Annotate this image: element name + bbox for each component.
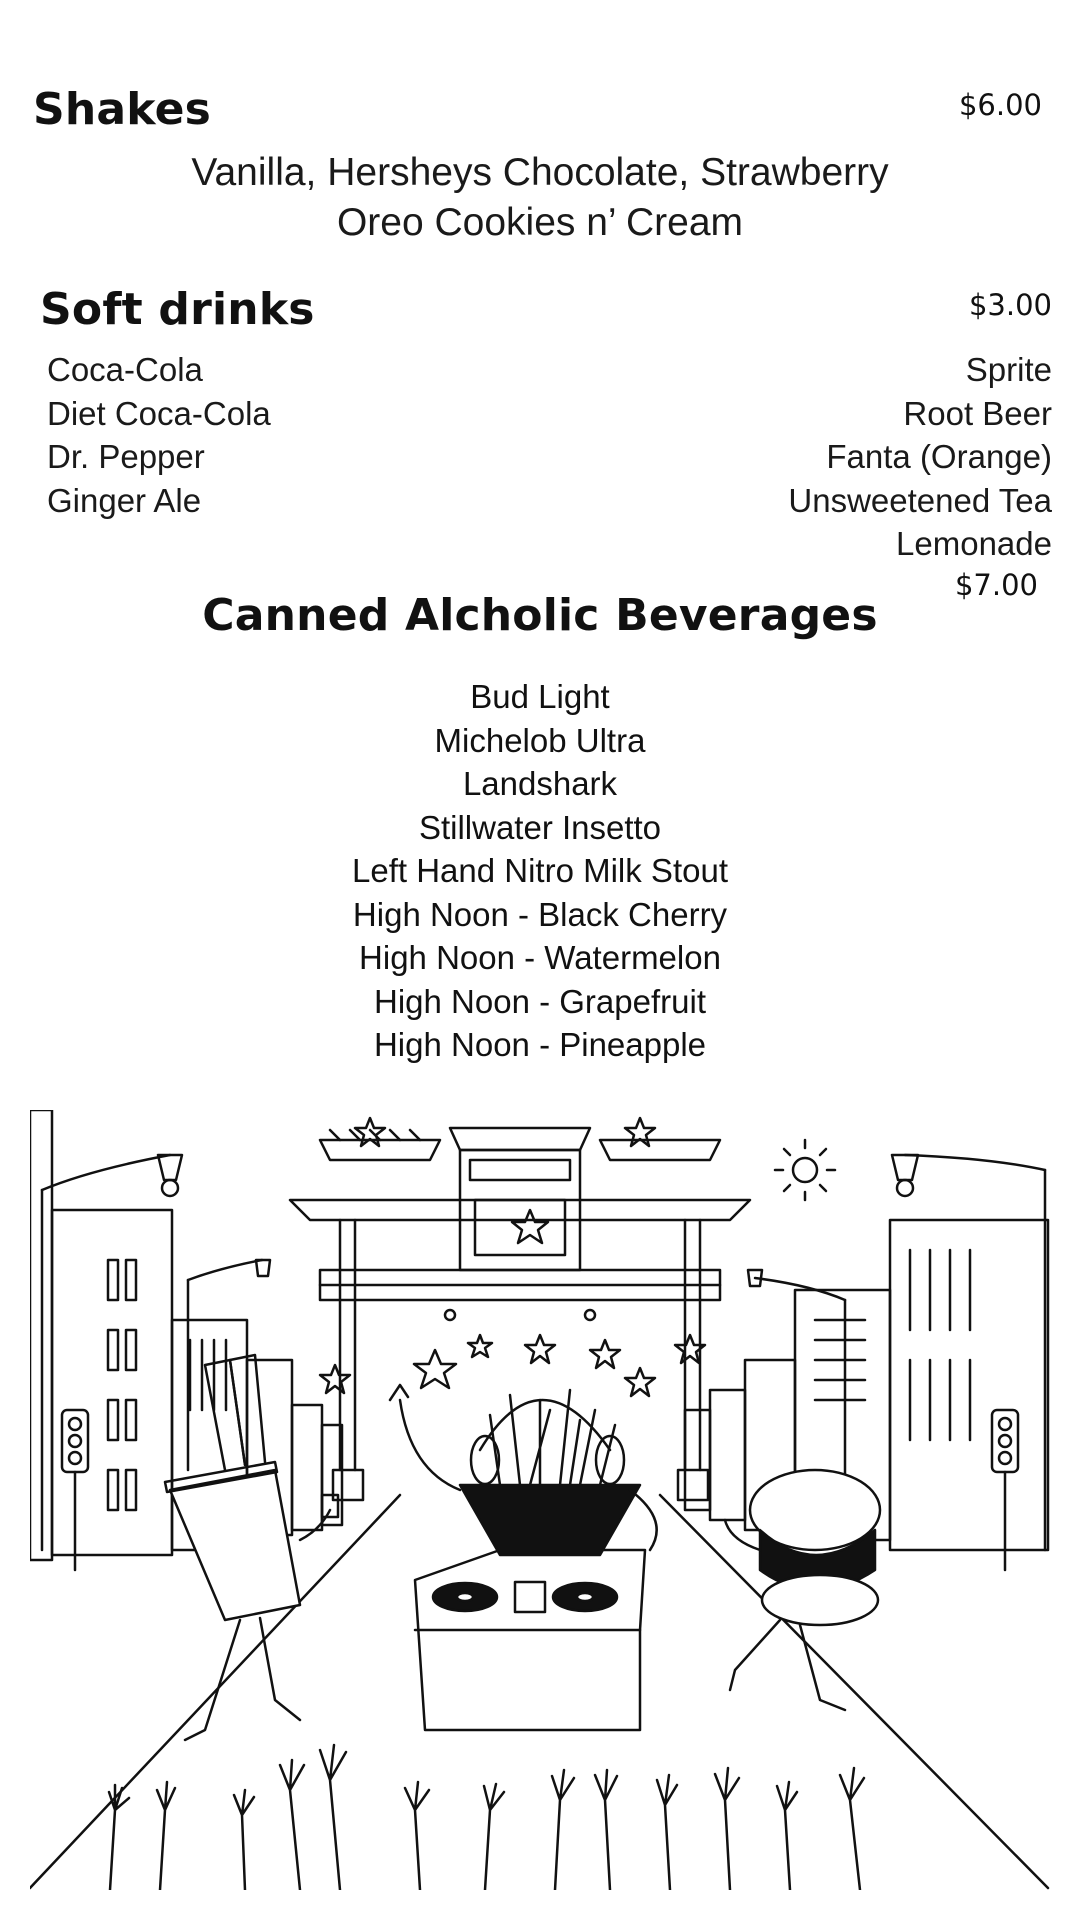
shakes-flavors [0,148,1080,248]
soft-drink-item: Ginger Ale [47,481,202,519]
fries-dj-character [390,1385,657,1555]
soft-drink-item: Unsweetened Tea [788,481,1052,519]
burger-character [725,1470,880,1710]
street-party-illustration [30,1110,1050,1890]
shakes-flavors-line: Oreo Cookies n’ Cream [336,201,744,244]
canned-beverages-list [0,675,1080,1067]
cup-character [165,1355,338,1740]
canned-beverages-heading: Canned Alcholic Beverages [202,590,878,641]
shakes-price: $6.00 [958,88,1042,122]
canned-beverage-item: High Noon - Grapefruit [374,982,706,1020]
soft-drinks-right-list [788,348,1052,566]
canned-beverage-item: Landshark [462,765,618,802]
canned-beverage-item: Left Hand Nitro Milk Stout [352,852,728,889]
soft-drinks-price: $3.00 [968,288,1052,322]
canned-beverage-item: Stillwater Insetto [418,808,662,846]
canned-beverage-item: High Noon - Black Cherry [352,895,728,933]
soft-drink-item: Root Beer [903,394,1052,432]
crowd-hands-icon [109,1745,864,1890]
soft-drink-item: Dr. Pepper [47,438,205,475]
soft-drinks-heading: Soft drinks [40,284,315,335]
shakes-heading: Shakes [33,84,212,135]
chinatown-gate [290,1128,750,1500]
canned-beverage-item: High Noon - Watermelon [359,939,721,976]
soft-drink-item: Sprite [965,351,1052,388]
sun-icon [775,1140,835,1200]
soft-drink-item: Coca-Cola [47,351,203,388]
soft-drink-item: Lemonade [896,525,1052,562]
soft-drinks-left-list [47,348,271,522]
soft-drink-item: Fanta (Orange) [826,438,1052,475]
canned-beverage-item: Bud Light [470,678,610,715]
canned-beverages-price: $7.00 [954,568,1038,602]
canned-beverage-item: Michelob Ultra [434,721,646,759]
canned-beverage-item: High Noon - Pineapple [373,1026,707,1063]
shakes-flavors-line: Vanilla, Hersheys Chocolate, Strawberry [191,151,889,194]
dj-table [415,1550,645,1730]
soft-drink-item: Diet Coca-Cola [47,394,271,432]
